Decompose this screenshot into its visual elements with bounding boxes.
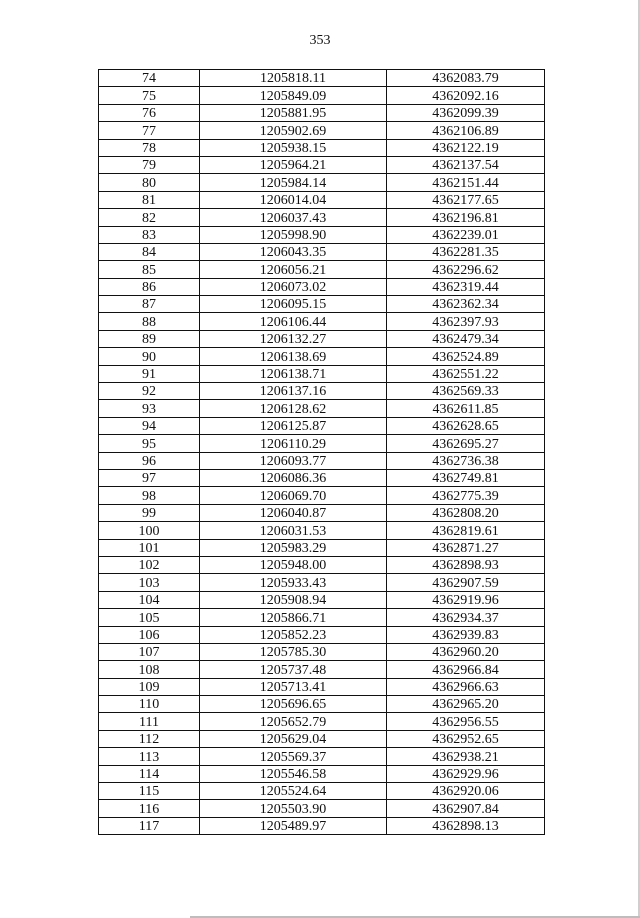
point-number-cell: 86	[99, 278, 200, 295]
table-row	[99, 678, 545, 695]
x-coordinate-cell: 1206043.35	[200, 243, 387, 260]
x-coordinate-cell: 1205881.95	[200, 104, 387, 121]
point-number-cell: 100	[99, 522, 200, 539]
x-coordinate-cell: 1206093.77	[200, 452, 387, 469]
x-coordinate-cell: 1205489.97	[200, 817, 387, 834]
y-coordinate-cell: 4362871.27	[387, 539, 545, 556]
x-coordinate-cell: 1205849.09	[200, 87, 387, 104]
y-coordinate-cell: 4362296.62	[387, 261, 545, 278]
y-coordinate-cell: 4362397.93	[387, 313, 545, 330]
table-row	[99, 296, 545, 313]
point-number-cell: 107	[99, 643, 200, 660]
coordinates-table-body	[99, 70, 545, 835]
y-coordinate-cell: 4362137.54	[387, 156, 545, 173]
table-row	[99, 383, 545, 400]
x-coordinate-cell: 1206014.04	[200, 191, 387, 208]
table-row	[99, 817, 545, 834]
point-number-cell: 81	[99, 191, 200, 208]
x-coordinate-cell: 1206137.16	[200, 383, 387, 400]
y-coordinate-cell: 4362551.22	[387, 365, 545, 382]
x-coordinate-cell: 1205908.94	[200, 591, 387, 608]
table-row	[99, 522, 545, 539]
y-coordinate-cell: 4362919.96	[387, 591, 545, 608]
point-number-cell: 87	[99, 296, 200, 313]
x-coordinate-cell: 1205818.11	[200, 70, 387, 87]
y-coordinate-cell: 4362929.96	[387, 765, 545, 782]
y-coordinate-cell: 4362239.01	[387, 226, 545, 243]
table-row	[99, 313, 545, 330]
x-coordinate-cell: 1205902.69	[200, 122, 387, 139]
y-coordinate-cell: 4362907.59	[387, 574, 545, 591]
y-coordinate-cell: 4362281.35	[387, 243, 545, 260]
x-coordinate-cell: 1205569.37	[200, 748, 387, 765]
table-row	[99, 330, 545, 347]
table-row	[99, 191, 545, 208]
x-coordinate-cell: 1206110.29	[200, 435, 387, 452]
point-number-cell: 116	[99, 800, 200, 817]
point-number-cell: 103	[99, 574, 200, 591]
point-number-cell: 83	[99, 226, 200, 243]
table-row	[99, 417, 545, 434]
point-number-cell: 99	[99, 504, 200, 521]
point-number-cell: 104	[99, 591, 200, 608]
point-number-cell: 76	[99, 104, 200, 121]
table-row	[99, 730, 545, 747]
x-coordinate-cell: 1205629.04	[200, 730, 387, 747]
y-coordinate-cell: 4362956.55	[387, 713, 545, 730]
x-coordinate-cell: 1205524.64	[200, 783, 387, 800]
x-coordinate-cell: 1205998.90	[200, 226, 387, 243]
x-coordinate-cell: 1205938.15	[200, 139, 387, 156]
y-coordinate-cell: 4362611.85	[387, 400, 545, 417]
y-coordinate-cell: 4362695.27	[387, 435, 545, 452]
point-number-cell: 115	[99, 783, 200, 800]
table-row	[99, 452, 545, 469]
x-coordinate-cell: 1205964.21	[200, 156, 387, 173]
y-coordinate-cell: 4362177.65	[387, 191, 545, 208]
x-coordinate-cell: 1205852.23	[200, 626, 387, 643]
point-number-cell: 110	[99, 696, 200, 713]
x-coordinate-cell: 1205933.43	[200, 574, 387, 591]
x-coordinate-cell: 1205785.30	[200, 643, 387, 660]
point-number-cell: 82	[99, 209, 200, 226]
y-coordinate-cell: 4362965.20	[387, 696, 545, 713]
table-row	[99, 278, 545, 295]
table-row	[99, 783, 545, 800]
table-row	[99, 748, 545, 765]
table-row	[99, 556, 545, 573]
point-number-cell: 84	[99, 243, 200, 260]
table-row	[99, 87, 545, 104]
x-coordinate-cell: 1205948.00	[200, 556, 387, 573]
coordinates-table	[98, 69, 545, 835]
point-number-cell: 97	[99, 469, 200, 486]
table-row	[99, 365, 545, 382]
y-coordinate-cell: 4362479.34	[387, 330, 545, 347]
y-coordinate-cell: 4362920.06	[387, 783, 545, 800]
y-coordinate-cell: 4362092.16	[387, 87, 545, 104]
table-row	[99, 122, 545, 139]
table-row	[99, 435, 545, 452]
y-coordinate-cell: 4362099.39	[387, 104, 545, 121]
y-coordinate-cell: 4362151.44	[387, 174, 545, 191]
point-number-cell: 108	[99, 661, 200, 678]
y-coordinate-cell: 4362938.21	[387, 748, 545, 765]
y-coordinate-cell: 4362569.33	[387, 383, 545, 400]
y-coordinate-cell: 4362898.93	[387, 556, 545, 573]
table-row	[99, 226, 545, 243]
point-number-cell: 101	[99, 539, 200, 556]
table-row	[99, 243, 545, 260]
table-row	[99, 504, 545, 521]
y-coordinate-cell: 4362122.19	[387, 139, 545, 156]
point-number-cell: 92	[99, 383, 200, 400]
x-coordinate-cell: 1206037.43	[200, 209, 387, 226]
x-coordinate-cell: 1206073.02	[200, 278, 387, 295]
y-coordinate-cell: 4362775.39	[387, 487, 545, 504]
point-number-cell: 93	[99, 400, 200, 417]
table-row	[99, 661, 545, 678]
point-number-cell: 79	[99, 156, 200, 173]
x-coordinate-cell: 1206086.36	[200, 469, 387, 486]
point-number-cell: 106	[99, 626, 200, 643]
x-coordinate-cell: 1206128.62	[200, 400, 387, 417]
x-coordinate-cell: 1206106.44	[200, 313, 387, 330]
y-coordinate-cell: 4362898.13	[387, 817, 545, 834]
y-coordinate-cell: 4362083.79	[387, 70, 545, 87]
point-number-cell: 88	[99, 313, 200, 330]
y-coordinate-cell: 4362749.81	[387, 469, 545, 486]
x-coordinate-cell: 1206056.21	[200, 261, 387, 278]
point-number-cell: 95	[99, 435, 200, 452]
y-coordinate-cell: 4362196.81	[387, 209, 545, 226]
table-row	[99, 800, 545, 817]
x-coordinate-cell: 1206125.87	[200, 417, 387, 434]
point-number-cell: 74	[99, 70, 200, 87]
y-coordinate-cell: 4362960.20	[387, 643, 545, 660]
point-number-cell: 90	[99, 348, 200, 365]
table-row	[99, 139, 545, 156]
y-coordinate-cell: 4362939.83	[387, 626, 545, 643]
x-coordinate-cell: 1206069.70	[200, 487, 387, 504]
point-number-cell: 109	[99, 678, 200, 695]
point-number-cell: 75	[99, 87, 200, 104]
point-number-cell: 112	[99, 730, 200, 747]
x-coordinate-cell: 1206031.53	[200, 522, 387, 539]
x-coordinate-cell: 1205546.58	[200, 765, 387, 782]
point-number-cell: 89	[99, 330, 200, 347]
point-number-cell: 113	[99, 748, 200, 765]
table-row	[99, 261, 545, 278]
table-row	[99, 643, 545, 660]
point-number-cell: 117	[99, 817, 200, 834]
point-number-cell: 98	[99, 487, 200, 504]
point-number-cell: 96	[99, 452, 200, 469]
x-coordinate-cell: 1206095.15	[200, 296, 387, 313]
y-coordinate-cell: 4362966.63	[387, 678, 545, 695]
table-row	[99, 348, 545, 365]
y-coordinate-cell: 4362524.89	[387, 348, 545, 365]
table-row	[99, 400, 545, 417]
point-number-cell: 78	[99, 139, 200, 156]
x-coordinate-cell: 1206040.87	[200, 504, 387, 521]
x-coordinate-cell: 1205737.48	[200, 661, 387, 678]
x-coordinate-cell: 1205713.41	[200, 678, 387, 695]
x-coordinate-cell: 1206138.69	[200, 348, 387, 365]
y-coordinate-cell: 4362319.44	[387, 278, 545, 295]
y-coordinate-cell: 4362362.34	[387, 296, 545, 313]
table-row	[99, 539, 545, 556]
point-number-cell: 91	[99, 365, 200, 382]
y-coordinate-cell: 4362808.20	[387, 504, 545, 521]
x-coordinate-cell: 1205652.79	[200, 713, 387, 730]
table-row	[99, 174, 545, 191]
table-row	[99, 765, 545, 782]
point-number-cell: 80	[99, 174, 200, 191]
x-coordinate-cell: 1206138.71	[200, 365, 387, 382]
x-coordinate-cell: 1205984.14	[200, 174, 387, 191]
table-row	[99, 469, 545, 486]
table-row	[99, 626, 545, 643]
point-number-cell: 77	[99, 122, 200, 139]
x-coordinate-cell: 1206132.27	[200, 330, 387, 347]
y-coordinate-cell: 4362907.84	[387, 800, 545, 817]
point-number-cell: 94	[99, 417, 200, 434]
point-number-cell: 111	[99, 713, 200, 730]
y-coordinate-cell: 4362106.89	[387, 122, 545, 139]
table-row	[99, 156, 545, 173]
point-number-cell: 105	[99, 609, 200, 626]
y-coordinate-cell: 4362736.38	[387, 452, 545, 469]
point-number-cell: 85	[99, 261, 200, 278]
page-number: 353	[309, 33, 331, 48]
x-coordinate-cell: 1205866.71	[200, 609, 387, 626]
table-row	[99, 609, 545, 626]
x-coordinate-cell: 1205503.90	[200, 800, 387, 817]
y-coordinate-cell: 4362952.65	[387, 730, 545, 747]
x-coordinate-cell: 1205696.65	[200, 696, 387, 713]
table-row	[99, 591, 545, 608]
table-row	[99, 487, 545, 504]
y-coordinate-cell: 4362628.65	[387, 417, 545, 434]
table-row	[99, 209, 545, 226]
point-number-cell: 102	[99, 556, 200, 573]
y-coordinate-cell: 4362819.61	[387, 522, 545, 539]
table-row	[99, 70, 545, 87]
x-coordinate-cell: 1205983.29	[200, 539, 387, 556]
table-row	[99, 574, 545, 591]
table-row	[99, 696, 545, 713]
table-row	[99, 104, 545, 121]
y-coordinate-cell: 4362966.84	[387, 661, 545, 678]
point-number-cell: 114	[99, 765, 200, 782]
table-row	[99, 713, 545, 730]
y-coordinate-cell: 4362934.37	[387, 609, 545, 626]
